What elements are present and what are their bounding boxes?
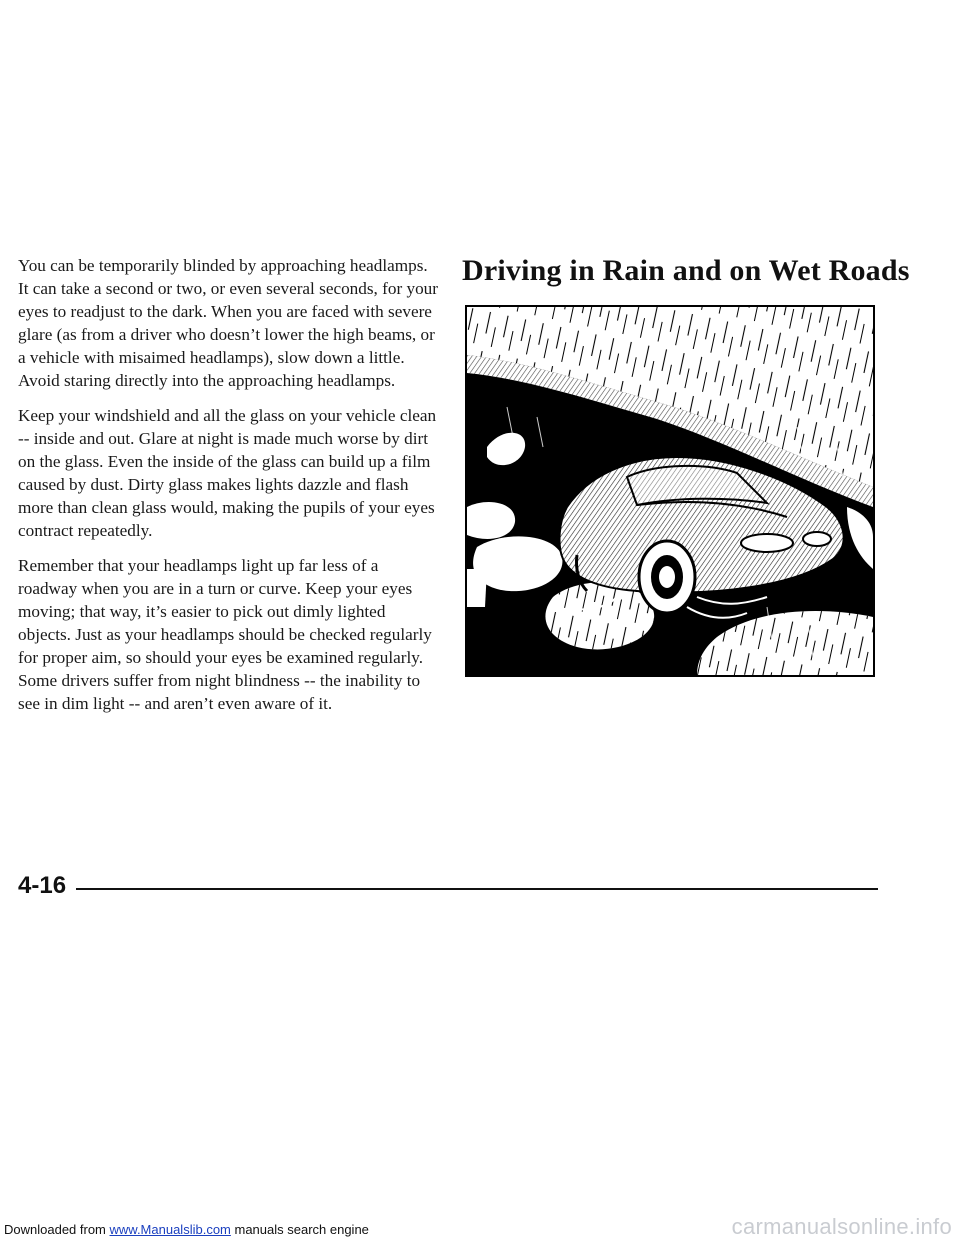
watermark-text: carmanualsonline.info [731,1214,952,1239]
paragraph-glare: You can be temporarily blinded by approaching headlamps. It can take a second or two, or even several seconds, for your eyes to readjust to the dark. When you are faced with severe glare (as from a driver who doesn’t lower the high beams, or a vehicle with misaimed headlamps), slow down a little. Avoid staring directly into the approaching headlamps. [18,256,438,390]
banner-suffix: manuals search engine [230,1222,369,1237]
footer-rule [76,888,878,890]
rain-car-drawing [467,307,873,675]
banner-prefix: Downloaded from [4,1222,110,1237]
page-footer [18,872,878,912]
download-banner [4,1222,369,1237]
paragraph-curves: Remember that your headlamps light up far less of a roadway when you are in a turn or curve. Keep your eyes moving; that way, it’s easier to pick out dimly lighted objects. Just as your headlamps should be checked regularly for proper aim, so should your eyes be examined regularly. Some drivers suffer from night blindness -- the inability to see in dim light -- and aren’t even aware of it. [18,556,432,713]
bottom-band [0,940,960,1242]
body-text-column [18,254,438,727]
rain-driving-illustration [465,305,875,677]
manualslib-link[interactable]: www.Manualslib.com [109,1222,231,1237]
paragraph-windshield: Keep your windshield and all the glass on your vehicle clean -- inside and out. Glare at night is made much worse by dirt on the glass. Even the inside of the glass can build up a film caused by dust. Dirty glass makes lights dazzle and flash more than clean glass would, making the pupils of your eyes contract repeatedly. [18,406,437,540]
section-heading: Driving in Rain and on Wet Roads [462,254,910,287]
page-number: 4-16 [18,872,67,899]
